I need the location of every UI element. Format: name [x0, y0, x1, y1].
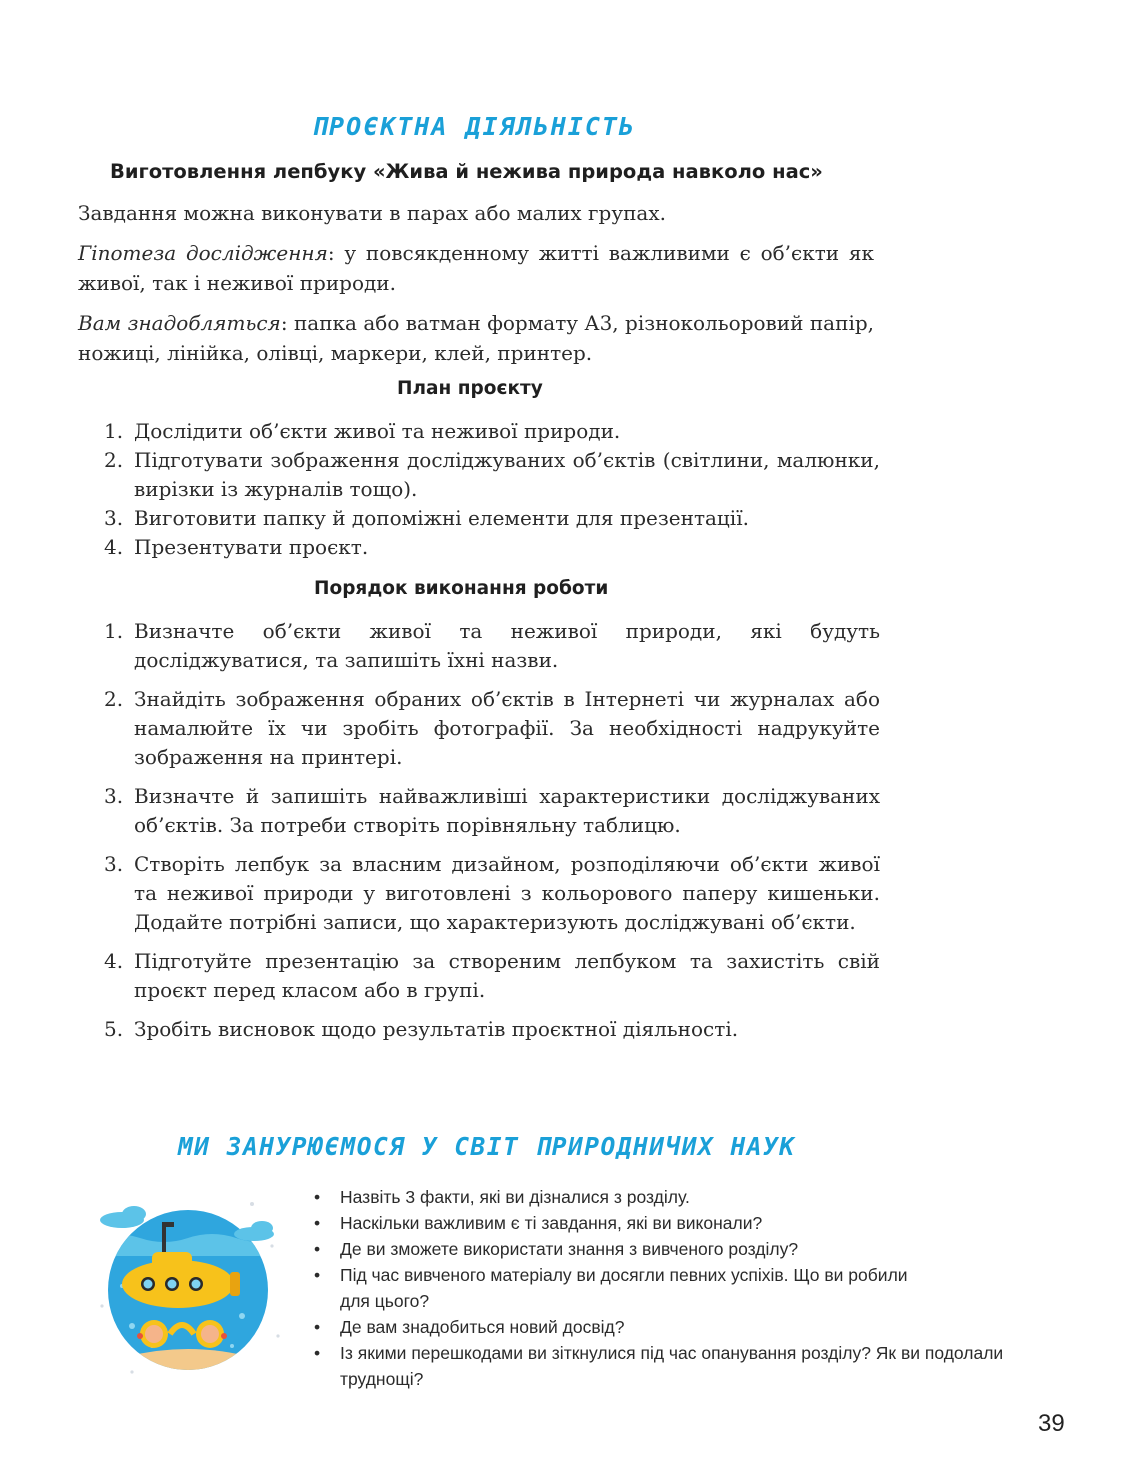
list-item: 4. Презентувати проєкт. [104, 535, 369, 559]
procedure-heading: Порядок виконання роботи [314, 578, 609, 599]
list-item: • Назвіть 3 факти, які ви дізналися з розділу. [312, 1184, 1012, 1210]
list-item: 3. Виготовити папку й допоміжні елементи для презентації. [104, 506, 749, 530]
list-item: 1. Визначте об’єкти живої та неживої природи, які будуть досліджуватися, та запишіть їхні назви. [104, 619, 880, 672]
submarine-illustration-icon [92, 1186, 284, 1376]
list-item: 5. Зробіть висновок щодо результатів проєктної діяльності. [104, 1017, 739, 1041]
project-intro: Завдання можна виконувати в парах або малих групах. [78, 201, 666, 225]
list-item: • Наскільки важливим є ті завдання, які ви виконали? [312, 1210, 1012, 1236]
list-item: 4. Підготуйте презентацію за створеним лепбуком та захистіть свій проєкт перед класом або в групі. [104, 949, 880, 1002]
hypothesis-label: Гіпотеза дослідження [78, 241, 328, 265]
list-item: 2. Підготувати зображення досліджуваних об’єктів (світлини, малюнки, вирізки із журналів тощо). [104, 448, 880, 501]
list-item: 3. Створіть лепбук за власним дизайном, розподіляючи об’єкти живої та неживої природи у виготовлені з кольорового паперу кишеньки. Додайте потрібні записи, що характеризують досліджувані об’єкти. [104, 852, 880, 934]
list-item: • Із якими перешкодами ви зіткнулися під час опанування розділу? Як ви подолали труднощі? [312, 1340, 1030, 1392]
needs-text: : папка або ватман формату А3, різнокольоровий папір, ножиці, лінійка, олівці, маркери, клей, принтер. [78, 311, 874, 365]
section-heading-project: ПРОЄКТНА ДІЯЛЬНІСТЬ [312, 112, 636, 141]
plan-heading: План проєкту [397, 378, 543, 399]
project-needs [78, 308, 874, 368]
procedure-list [80, 617, 880, 1044]
project-hypothesis [78, 238, 874, 298]
submarine-illustration-svg [92, 1186, 284, 1376]
project-title: Виготовлення лепбуку «Жива й нежива природа навколо нас» [110, 160, 823, 183]
section-heading-reflection: МИ ЗАНУРЮЄМОСЯ У СВІТ ПРИРОДНИЧИХ НАУК [178, 1132, 796, 1161]
list-item: 3. Визначте й запишіть найважливіші характеристики досліджуваних об’єктів. За потреби створіть порівняльну таблицю. [104, 784, 880, 837]
reflection-list [312, 1184, 1012, 1392]
list-item: 1. Дослідити об’єкти живої та неживої природи. [104, 419, 621, 443]
list-item: • Де ви зможете використати знання з вивченого розділу? [312, 1236, 1012, 1262]
hypothesis-text: : у повсякденному житті важливими є об’єкти як живої, так і неживої природи. [78, 241, 874, 295]
plan-list [80, 417, 880, 562]
needs-label: Вам знадобляться [78, 311, 281, 335]
page-number: 39 [1038, 1410, 1065, 1437]
list-item: • Де вам знадобиться новий досвід? [312, 1314, 1012, 1340]
list-item: 2. Знайдіть зображення обраних об’єктів в Інтернеті чи журналах або намалюйте їх чи зробіть фотографії. За необхідності надрукуйте зображення на принтері. [104, 687, 880, 769]
list-item: • Під час вивченого матеріалу ви досягли певних успіхів. Що ви робили для цього? [312, 1262, 920, 1314]
